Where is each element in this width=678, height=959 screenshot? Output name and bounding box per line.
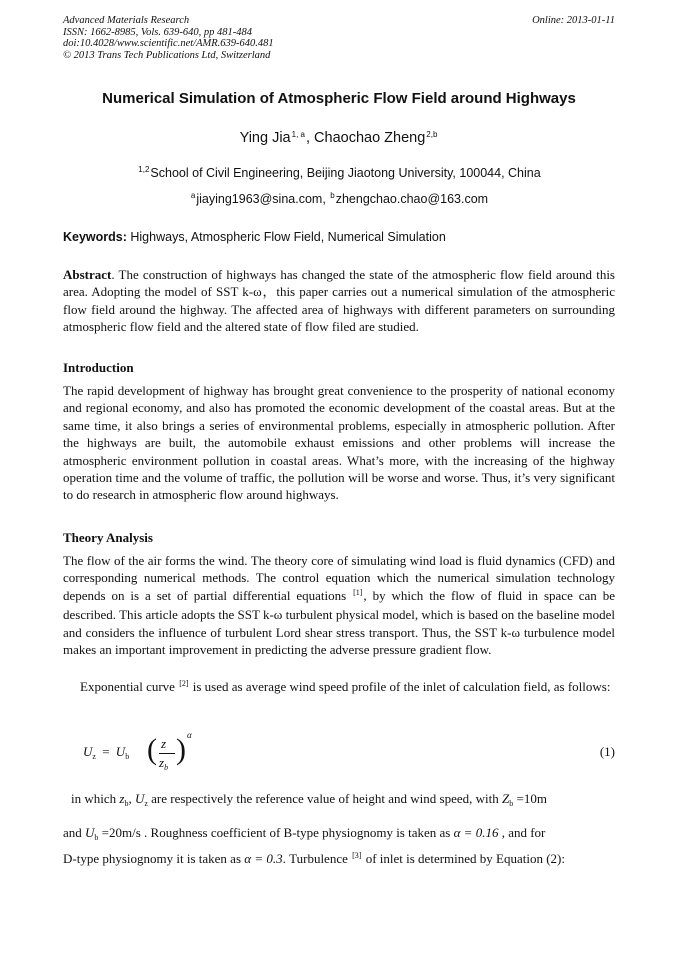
copyright: © 2013 Trans Tech Publications Ltd, Switzerland bbox=[63, 49, 271, 61]
equation-1 bbox=[83, 730, 615, 776]
theory-p1-text-a: The flow of the air forms the wind. The theory core of simulating wind load is fluid dynamics (CFD) and corresponding numerical methods. The control equation which the numerical simulation technology depends on is a set of partial differential equations bbox=[63, 553, 615, 603]
alpha-d: α = 0.3 bbox=[244, 851, 283, 866]
keywords bbox=[63, 230, 615, 244]
after-eq-l3-c: of inlet is determined by Equation (2): bbox=[362, 851, 565, 866]
fraction-denominator bbox=[159, 755, 168, 771]
after-eq-l1-a: in which bbox=[71, 791, 120, 806]
author-2-name: Chaochao Zheng bbox=[314, 130, 426, 146]
online-date: Online: 2013-01-11 bbox=[532, 15, 615, 26]
var-Ub: U bbox=[85, 825, 95, 840]
right-paren: ) bbox=[176, 733, 186, 766]
email-b: zhengchao.chao@163.com bbox=[335, 192, 489, 206]
theory-p2-text-a: Exponential curve bbox=[80, 679, 179, 694]
theory-heading: Theory Analysis bbox=[63, 530, 153, 545]
var-uz: , U bbox=[128, 791, 145, 806]
after-eq-l2-b: . Roughness coefficient of B-type physiognomy is taken as bbox=[140, 825, 454, 840]
zb-value: =10m bbox=[513, 791, 547, 806]
eq-equals: = bbox=[102, 744, 110, 759]
var-Ub-sub: b bbox=[94, 833, 99, 842]
affiliation-sup: 1,2 bbox=[138, 165, 150, 174]
author-1-name: Ying Jia bbox=[239, 130, 291, 146]
author-1-sup: 1, a bbox=[291, 130, 305, 139]
introduction-heading: Introduction bbox=[63, 360, 134, 375]
equation-fraction bbox=[147, 730, 192, 772]
email-a-sup: a bbox=[190, 191, 196, 200]
eq-exponent: α bbox=[187, 730, 192, 740]
emails bbox=[40, 192, 638, 206]
equation-lhs bbox=[83, 744, 129, 760]
after-eq-l1-b: are respectively the reference value of height and wind speed, with bbox=[147, 791, 503, 806]
after-eq-line-2 bbox=[63, 824, 615, 843]
left-paren: ( bbox=[147, 733, 157, 766]
email-a: jiaying1963@sina.com bbox=[196, 192, 323, 206]
keywords-text: Highways, Atmospheric Flow Field, Numerical Simulation bbox=[126, 230, 446, 244]
citation-2: [2] bbox=[179, 679, 189, 688]
author-separator: , bbox=[305, 130, 315, 146]
after-eq-line-3 bbox=[63, 850, 615, 869]
authors bbox=[40, 130, 638, 146]
fraction-den-var: z bbox=[159, 755, 165, 770]
var-Zb-sub: b bbox=[509, 799, 514, 808]
theory-paragraph-2 bbox=[63, 678, 615, 697]
citation-3: [3] bbox=[352, 851, 362, 860]
fraction-numerator: z bbox=[161, 736, 167, 751]
alpha-b: α = 0.16 bbox=[453, 825, 499, 840]
theory-p2-text-b: is used as average wind speed profile of the inlet of calculation field, as follows: bbox=[189, 679, 611, 694]
issn: ISSN: 1662-8985, Vols. 639-640, pp 481-484 bbox=[63, 26, 252, 38]
theory-paragraph-1 bbox=[63, 552, 615, 658]
var-zb: z bbox=[119, 791, 125, 806]
email-separator: , bbox=[322, 192, 330, 206]
abstract-text: . The construction of highways has changed the state of the atmospheric flow field around this area. Adopting the model of SST k-ω，this paper carries out a numerical simulation of the atmospheric flow field around the highway. The affected area of highways with different parameters on surrounding atmospheric flow field and the altered state of flow filed are studied. bbox=[63, 267, 615, 335]
introduction-text: The rapid development of highway has brought great convenience to the prosperity of national economy and regional economy, and also has promoted the economic development of the coastal areas. But at the same time, it also brings a series of environmental problems, especially in atmospheric pollution. After the highways are built, the automobile exhaust emissions and other problems will increase the atmospheric environment pollution in coastal areas. What’s more, with the increasing of the highway operation time and the volume of traffic, the pollution will be worse and worse. Thus, it’s very significant to do research in atmospheric flow around highways. bbox=[63, 383, 615, 503]
eq-lhs-sub: z bbox=[92, 752, 96, 761]
var-Zb: Z bbox=[502, 791, 510, 806]
doi: doi:10.4028/www.scientific.net/AMR.639-640.481 bbox=[63, 38, 274, 49]
after-eq-l2-a: and bbox=[63, 825, 86, 840]
journal-name: Advanced Materials Research bbox=[63, 15, 190, 26]
after-eq-line-1 bbox=[71, 790, 615, 809]
abstract-label: Abstract bbox=[63, 267, 112, 282]
keywords-label: Keywords: bbox=[63, 230, 127, 244]
affiliation bbox=[40, 166, 638, 180]
ub-value: =20m/s bbox=[98, 825, 141, 840]
var-uz-sub: z bbox=[144, 799, 148, 808]
eq-rhs-sub: b bbox=[125, 752, 130, 761]
theory-p1-text-b: , by which the flow of fluid in space can be described. This article adopts the SST k-ω turbulent physical model, which is based on the baseline model and considers the influence of turbulent Lord shear stress transport. Thus, the SST k-ω turbulence model makes an important improvement in predicting the adverse pressure gradient flow. bbox=[63, 587, 615, 658]
paper-title: Numerical Simulation of Atmospheric Flow Field around Highways bbox=[102, 90, 576, 107]
fraction-bar bbox=[159, 753, 175, 754]
var-zb-sub: b bbox=[124, 799, 129, 808]
affiliation-text: School of Civil Engineering, Beijing Jiaotong University, 100044, China bbox=[150, 166, 541, 180]
abstract bbox=[63, 266, 615, 336]
after-eq-l2-c: , and for bbox=[498, 825, 546, 840]
equation-number: (1) bbox=[599, 744, 615, 759]
fraction-den-sub: b bbox=[164, 763, 169, 772]
email-b-sup: b bbox=[330, 191, 335, 200]
eq-lhs-var: U bbox=[83, 744, 93, 759]
eq-rhs-var: U bbox=[115, 744, 126, 759]
after-eq-l3-b: . Turbulence bbox=[282, 851, 352, 866]
citation-1: [1] bbox=[353, 587, 363, 597]
author-2-sup: 2,b bbox=[426, 130, 438, 139]
journal-header bbox=[63, 15, 615, 61]
after-eq-l3-a: D-type physiognomy it is taken as bbox=[63, 851, 245, 866]
